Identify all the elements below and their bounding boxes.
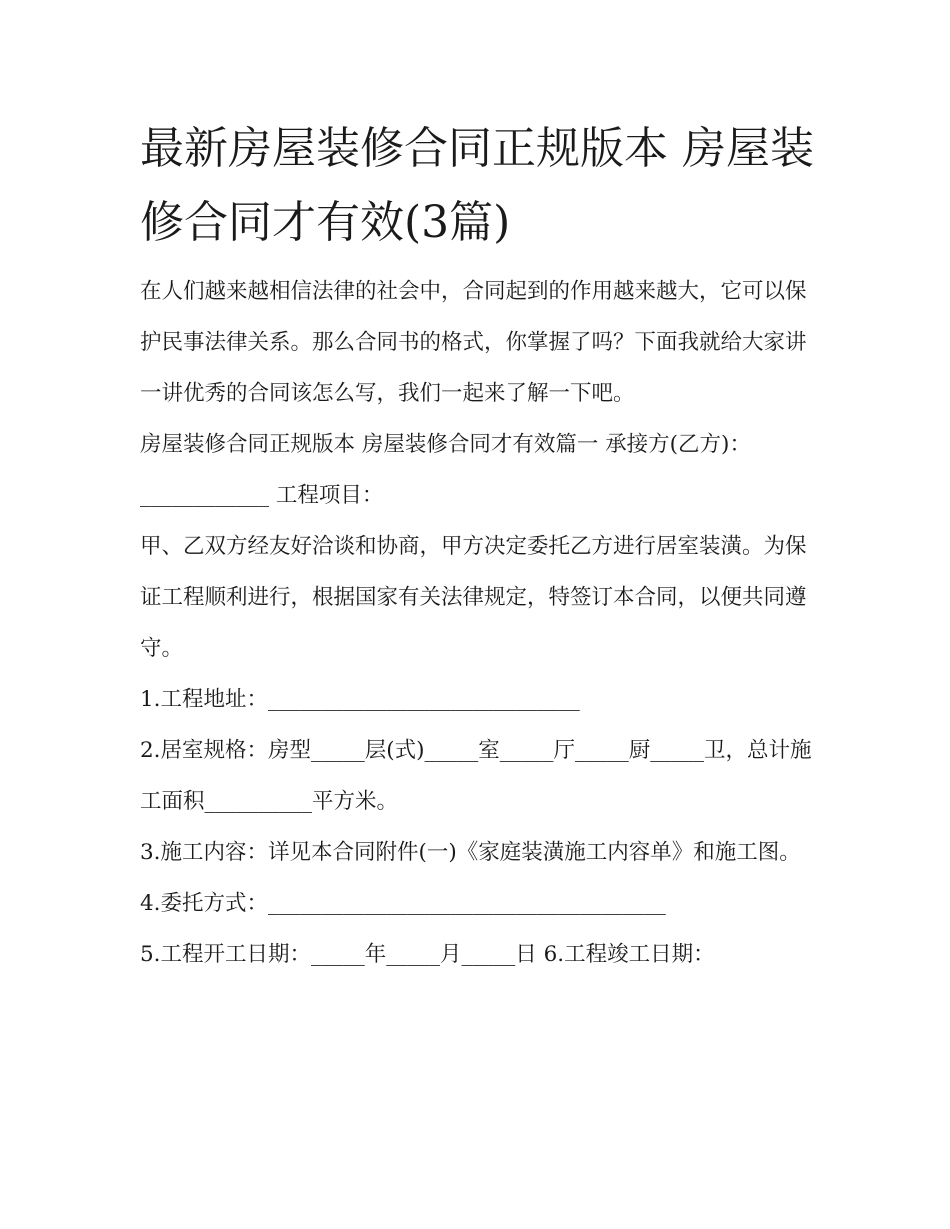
document-title: 最新房屋装修合同正规版本 房屋装修合同才有效(3篇)	[140, 123, 814, 248]
intro-paragraph: 在人们越来越相信法律的社会中，合同起到的作用越来越大，它可以保护民事法律关系。那么合同书的格式，你掌握了吗？下面我就给大家讲一讲优秀的合同该怎么写，我们一起来了解一下吧。	[140, 279, 807, 406]
clause-4-method: 4.委托方式：_____________________________________	[140, 891, 666, 916]
agreement-paragraph: 甲、乙双方经友好洽谈和协商，甲方决定委托乙方进行居室装潢。为保证工程顺利进行，根据国家有关法律规定，特签订本合同，以便共同遵守。	[140, 534, 807, 661]
clause-5-dates: 5.工程开工日期：_____年_____月_____日 6.工程竣工日期：	[140, 942, 715, 967]
clause-3-content: 3.施工内容：详见本合同附件(一)《家庭装潢施工内容单》和施工图。	[140, 840, 801, 865]
clause-1-address: 1.工程地址：_____________________________	[140, 687, 580, 712]
clause-2-specification: 2.居室规格：房型_____层(式)_____室_____厅_____厨_____卫，总计施工面积__________平方米。	[140, 738, 812, 814]
document-page	[140, 112, 820, 980]
contract-heading-paragraph: 房屋装修合同正规版本 房屋装修合同才有效篇一 承接方(乙方)：____________ 工程项目：	[140, 432, 751, 508]
